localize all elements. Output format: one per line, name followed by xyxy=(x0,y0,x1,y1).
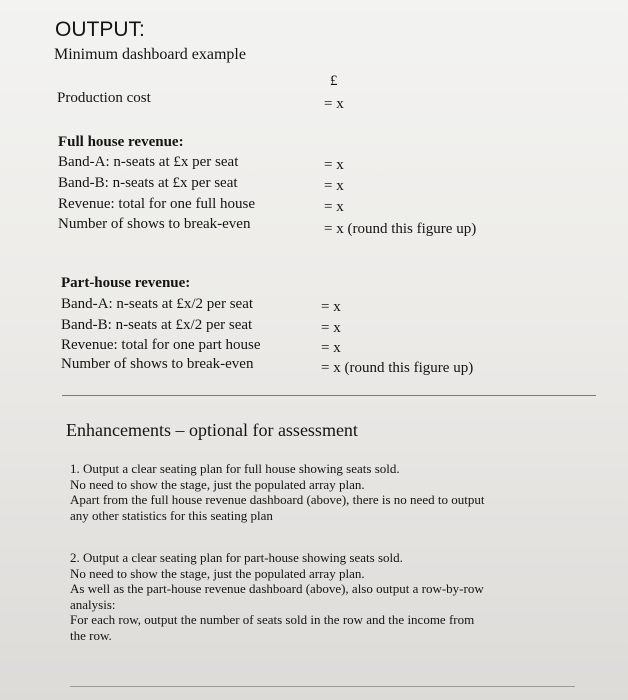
full-house-revenue-value: = x xyxy=(324,199,344,215)
enhancement-item-1 xyxy=(70,461,484,523)
enhancement-2-line: No need to show the stage, just the populated array plan. xyxy=(70,565,365,581)
enhancement-2-line: For each row, output the number of seats sold in the row and the income from xyxy=(70,612,475,627)
page-title: OUTPUT: xyxy=(55,18,145,41)
bottom-rule xyxy=(70,686,575,687)
full-house-band-a-value: = x xyxy=(324,157,344,173)
enhancements-title: Enhancements – optional for assessment xyxy=(66,420,358,440)
enhancement-2-line: As well as the part-house revenue dashboard (above), also output a row-by-row xyxy=(70,581,484,596)
full-house-band-a-label: Band-A: n-seats at £x per seat xyxy=(58,154,239,170)
enhancement-1-line: No need to show the stage, just the populated array plan. xyxy=(70,476,365,492)
enhancement-1-line: 1. Output a clear seating plan for full house showing seats sold. xyxy=(70,461,400,476)
part-house-breakeven-label: Number of shows to break-even xyxy=(61,356,254,372)
enhancement-1-line: Apart from the full house revenue dashboard (above), there is no need to output xyxy=(70,492,485,507)
full-house-heading: Full house revenue: xyxy=(58,134,184,150)
full-house-band-b-value: = x xyxy=(324,178,344,194)
full-house-revenue-label: Revenue: total for one full house xyxy=(58,196,256,212)
part-house-band-a-label: Band-A: n-seats at £x/2 per seat xyxy=(61,296,254,312)
production-cost-value: = x xyxy=(324,96,344,112)
part-house-band-a-value: = x xyxy=(321,299,341,315)
page-subtitle: Minimum dashboard example xyxy=(54,46,246,63)
enhancement-2-line: 2. Output a clear seating plan for part-house showing seats sold. xyxy=(70,550,403,565)
part-house-band-b-value: = x xyxy=(321,320,341,336)
full-house-breakeven-label: Number of shows to break-even xyxy=(58,216,251,232)
part-house-heading: Part-house revenue: xyxy=(61,275,191,291)
production-cost-label: Production cost xyxy=(57,90,151,106)
enhancement-2-line: analysis: xyxy=(70,596,116,612)
section-divider xyxy=(62,395,596,396)
enhancement-1-line: any other statistics for this seating plan xyxy=(70,507,273,523)
full-house-breakeven-value: = x (round this figure up) xyxy=(324,221,477,237)
enhancement-2-line: the row. xyxy=(70,627,112,643)
part-house-revenue-label: Revenue: total for one part house xyxy=(61,337,261,353)
enhancement-item-2 xyxy=(70,550,484,643)
part-house-breakeven-value: = x (round this figure up) xyxy=(321,360,474,376)
part-house-revenue-value: = x xyxy=(321,340,341,356)
full-house-band-b-label: Band-B: n-seats at £x per seat xyxy=(58,175,238,191)
currency-header: £ xyxy=(330,73,338,89)
part-house-band-b-label: Band-B: n-seats at £x/2 per seat xyxy=(61,317,253,333)
